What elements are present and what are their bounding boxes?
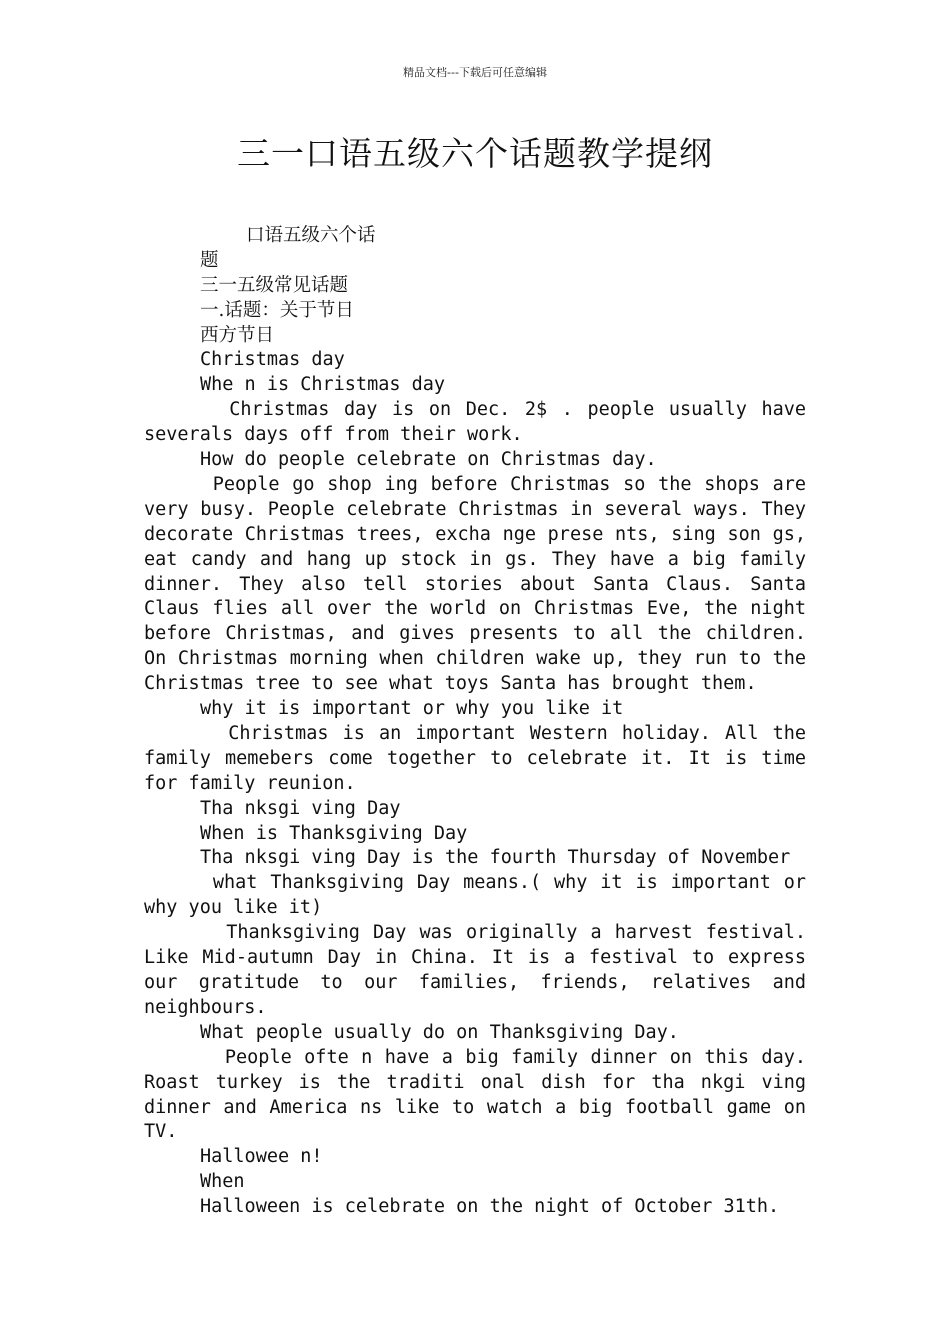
paragraph: Christmas is an important Western holiday. All the family memebers come together to celebrate it. It is time for family reunion. xyxy=(144,722,818,794)
paragraph: People go shop ing before Christmas so the shops are very busy. People celebrate Christmas in several ways. They decorate Christmas trees, excha nge prese nts, sing son gs, eat candy and hang up stock in gs. They have a big family dinner. They also tell stories about Santa Claus. Santa Claus flies all over the world on Christmas Eve, the night before Christmas, and gives presents to all the children. On Christmas morning when children wake up, they run to the Christmas tree to see what toys Santa has brought them. xyxy=(144,473,818,695)
text-line: When xyxy=(200,1171,245,1193)
text-line: When is Thanksgiving Day xyxy=(200,822,468,844)
text-line: 三一五级常见话题 xyxy=(200,274,349,296)
document-title: 三一口语五级六个话题教学提纲 xyxy=(237,134,713,173)
paragraph: Thanksgiving Day was originally a harvest festival. Like Mid-autumn Day in China. It is a festival to express our gratitude to our families, friends, relatives and neighbours. xyxy=(144,922,818,1018)
page-header: 精品文档---下载后可任意编辑 xyxy=(403,66,547,79)
text-line: 西方节日 xyxy=(200,324,275,346)
text-line: why it is important or why you like it xyxy=(200,698,624,720)
paragraph: Christmas day is on Dec. 2$ . people usually have severals days off from their work. xyxy=(144,399,818,446)
text-line: Hallowee n! xyxy=(200,1146,323,1168)
text-line: Halloween is celebrate on the night of October 31th. xyxy=(200,1196,780,1218)
paragraph: People ofte n have a big family dinner on this day. Roast turkey is the traditi onal dish for tha nkgi ving dinner and America ns like to watch a big football game on TV. xyxy=(144,1046,818,1143)
text-line: Christmas day xyxy=(200,349,345,371)
text-line: 题 xyxy=(200,249,219,271)
text-line: Tha nksgi ving Day xyxy=(200,797,401,819)
paragraph: what Thanksgiving Day means.( why it is important or why you like it) xyxy=(144,872,818,919)
text-line: Whe n is Christmas day xyxy=(200,374,446,396)
text-line: Tha nksgi ving Day is the fourth Thursday of November xyxy=(200,847,791,869)
document-body xyxy=(144,224,818,1220)
text-line: How do people celebrate on Christmas day. xyxy=(200,449,657,471)
text-line: What people usually do on Thanksgiving Day. xyxy=(200,1021,679,1043)
text-line: 一.话题：关于节日 xyxy=(200,299,354,321)
text-line: 口语五级六个话 xyxy=(246,225,376,246)
